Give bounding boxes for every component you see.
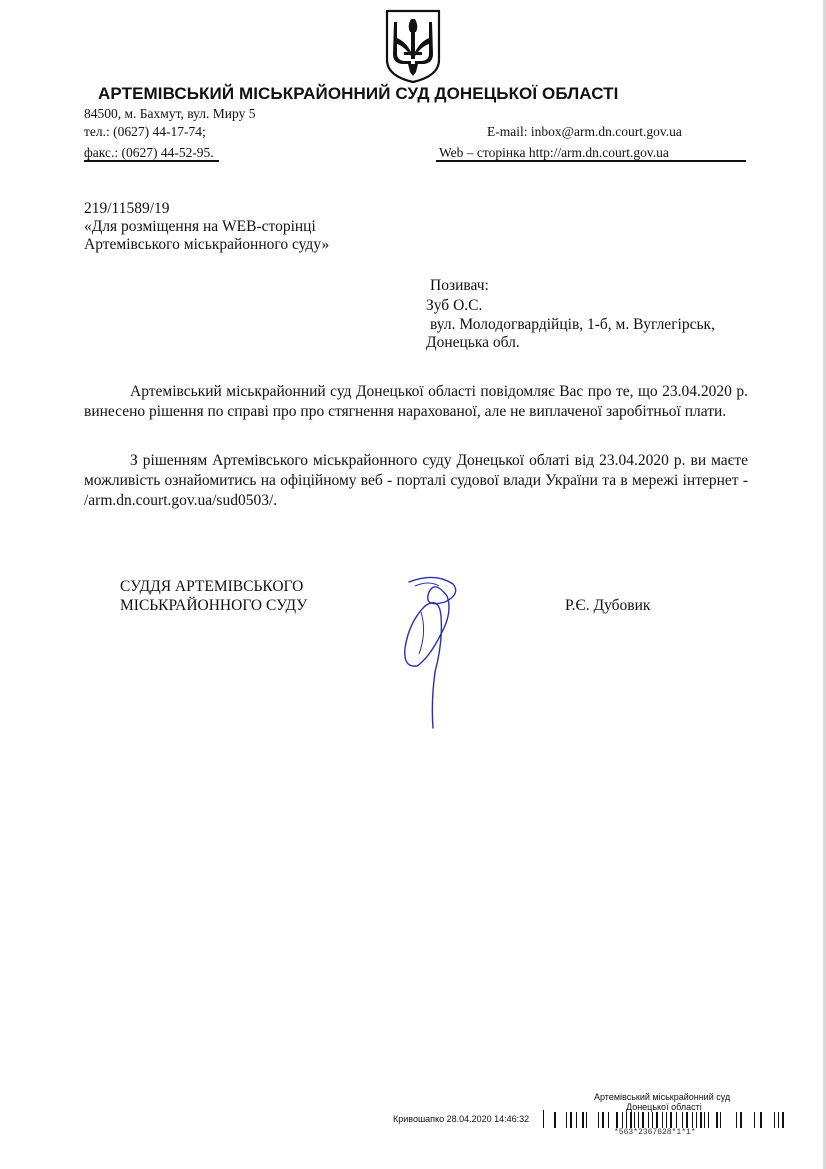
barcode (552, 1112, 788, 1128)
email-address[interactable]: E-mail: inbox@arm.dn.court.gov.ua (487, 124, 682, 139)
case-number: 219/11589/19 (84, 200, 170, 217)
judge-title-line1: СУДДЯ АРТЕМІВСЬКОГО (120, 578, 304, 595)
notice-paragraph-1 (84, 382, 748, 422)
recipient-role: Позивач: (430, 277, 489, 294)
judge-title-line2: МІСЬКРАЙОННОГО СУДУ (120, 597, 308, 614)
stamp-separator (543, 1110, 544, 1128)
court-address: 84500, м. Бахмут, вул. Миру 5 (84, 106, 256, 121)
recipient-name: Зуб О.С. (426, 297, 483, 314)
operator-stamp: Кривошапко 28.04.2020 14:46:32 (393, 1114, 530, 1124)
coat-of-arms-icon (384, 8, 442, 84)
header-rule-right (436, 160, 746, 162)
court-title: АРТЕМІВСЬКИЙ МІСЬКРАЙОННИЙ СУД ДОНЕЦЬКОЇ ОБЛАСТІ (98, 84, 619, 103)
phone-number: тел.: (0627) 44-17-74; (84, 124, 206, 139)
fax-number: факс.: (0627) 44-52-95. (84, 145, 214, 160)
notice-paragraph-2-text: З рішенням Артемівського міськрайонного суду Донецької облаті від 23.04.2020 р. ви маєте можливість ознайомитись на офіційному веб - порталі судової влади України та в мережі інтернет - /arm.dn.court.gov.ua/sud0503/. (84, 452, 748, 509)
recipient-address-line2: Донецька обл. (426, 334, 520, 351)
barcode-text: *563*2367628*1*1* (614, 1128, 696, 1137)
website-link[interactable]: Web – сторінка http://arm.dn.court.gov.ua (439, 145, 669, 160)
publication-note-line2: Артемівського міськрайонного суду» (84, 236, 330, 253)
stamp-court-line2: Донецької області (626, 1102, 702, 1112)
handwritten-signature (395, 572, 465, 730)
stamp-court-line1: Артемівський міськрайонний суд (594, 1092, 731, 1102)
judge-name: Р.Є. Дубовик (565, 597, 651, 614)
publication-note-line1: «Для розміщення на WEB-сторінці (84, 218, 316, 235)
header-rule-left (84, 160, 219, 162)
notice-paragraph-1-text: Артемівський міськрайонний суд Донецької області повідомляє Вас про те, що 23.04.2020 р. винесено рішення по справі про про стягнення нарахованої, але не виплаченої заробітньої плати. (84, 383, 748, 420)
recipient-address-line1: вул. Молодогвардійців, 1-б, м. Вуглегірськ, (430, 316, 715, 333)
notice-paragraph-2 (84, 451, 748, 511)
